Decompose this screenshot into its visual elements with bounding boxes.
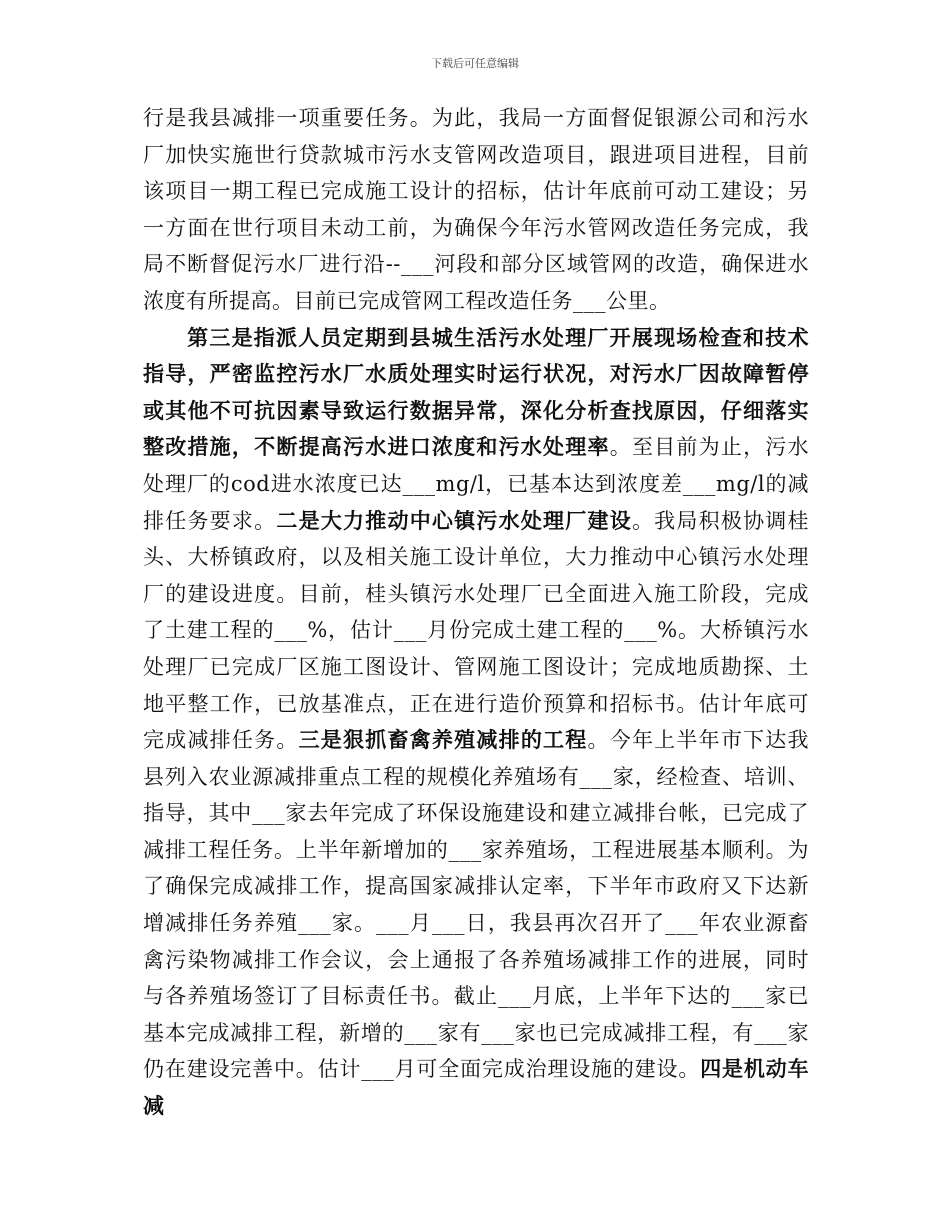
paragraph-1-text: 行是我县减排一项重要任务。为此，我局一方面督促银源公司和污水厂加快实施世行贷款城市污水支管网改造项目，跟进项目进程，目前该项目一期工程已完成施工设计的招标，估计年底前可动工建设；另一方面在世行项目未动工前，为确保今年污水管网改造任务完成，我局不断督促污水厂进行沿--___河段和部分区域管网的改造，确保进水浓度有所提高。目前已完成管网工程改造任务___公里。: [143, 106, 809, 313]
paragraph-2-text-2: 。我局积极协调桂头、大桥镇政府，以及相关施工设计单位，大力推动中心镇污水处理厂的建设进度。目前，桂头镇污水处理厂已全面进入施工阶段，完成了土建工程的___%，估计___月份完成土建工程的___%。大桥镇污水处理厂已完成厂区施工图设计、管网施工图设计；完成地质勘探、土地平整工作，已放基准点，正在进行造价预算和招标书。估计年底可完成减排任务。: [143, 508, 810, 753]
heading-third-inspection: 第三是指派人员定期到县城生活污水处理厂开展现场检查和技术指导，严密监控污水厂水质处理实时运行状况，对污水厂因故障暂停或其他不可抗因素导致运行数据异常，深化分析查找原因，仔细落实整改措施，不断提高污水进口浓度和污水处理率: [143, 324, 809, 460]
paragraph-2-text-3: 。今年上半年市下达我县列入农业源减排重点工程的规模化养殖场有___家，经检查、培训、指导，其中___家去年完成了环保设施建设和建立减排台帐，已完成了减排工程任务。上半年新增加的___家养殖场，工程进展基本顺利。为了确保完成减排工作，提高国家减排认定率，下半年市政府又下达新增减排任务养殖___家。___月___日，我县再次召开了___年农业源畜禽污染物减排工作会议，会上通报了各养殖场减排工作的进展，同时与各养殖场签订了目标责任书。截止___月底，上半年下达的___家已基本完成减排工程，新增的___家有___家也已完成减排工程，有___家仍在建设完善中。估计___月可全面完成治理设施的建设。: [143, 728, 810, 1082]
paragraph-1: [143, 100, 809, 320]
heading-town-sewage-plant: 二是大力推动中心镇污水处理厂建设: [276, 507, 632, 533]
paragraph-2: [143, 320, 809, 1125]
document-body: [143, 100, 809, 1125]
heading-vehicle-reduction: 四是机动车减: [143, 1056, 809, 1119]
heading-livestock-reduction: 三是狠抓畜禽养殖减排的工程: [298, 727, 588, 753]
paragraph-2-text-1: 。至目前为止，污水处理厂的cod进水浓度已达___mg/l，已基本达到浓度差___mg/l的减排任务要求。: [143, 435, 810, 533]
page-header: 下载后可任意编辑: [431, 57, 519, 70]
